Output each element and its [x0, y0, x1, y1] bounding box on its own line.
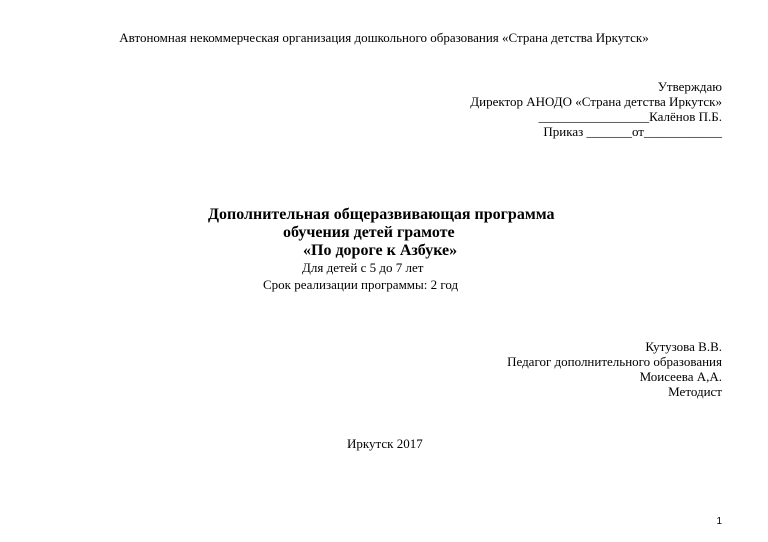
city-year: Иркутск 2017 [347, 436, 423, 451]
program-title-line-3: «По дороге к Азбуке» [303, 242, 458, 259]
approval-director: Директор АНОДО «Страна детства Иркутск» [470, 94, 722, 109]
organization-header: Автономная некоммерческая организация дошкольного образования «Страна детства Иркутск» [119, 30, 649, 45]
author-1-name: Кутузова В.В. [645, 339, 722, 354]
program-age-range: Для детей с 5 до 7 лет [302, 260, 424, 275]
program-duration: Срок реализации программы: 2 год [263, 277, 459, 292]
approval-order: Приказ _______от____________ [543, 124, 722, 139]
approval-signature: _________________Калёнов П.Б. [538, 109, 722, 124]
approval-label: Утверждаю [657, 79, 722, 94]
author-1-role: Педагог дополнительного образования [507, 354, 722, 369]
program-title-line-2: обучения детей грамоте [283, 224, 455, 241]
page-number: 1 [716, 516, 722, 527]
author-2-name: Моисеева А,А. [639, 369, 722, 384]
author-2-role: Методист [668, 384, 722, 399]
program-title-line-1: Дополнительная общеразвивающая программа [208, 206, 555, 223]
